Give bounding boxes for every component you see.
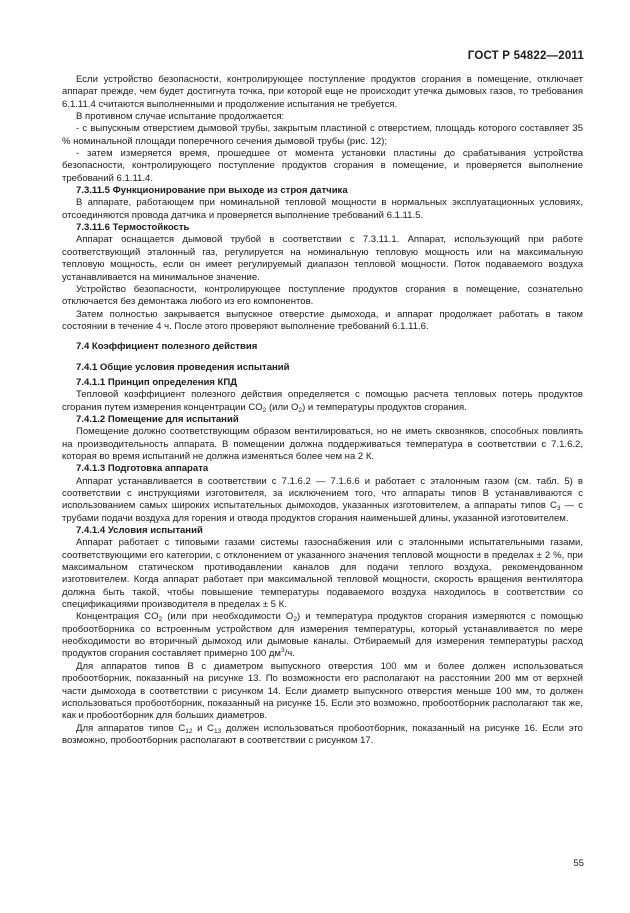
subscript: 13 — [213, 727, 222, 735]
text-run: (или O — [266, 401, 299, 413]
text-run: Аппарат устанавливается в соответствии с 7.1.6.2 — 7.1.6.6 и работает с эталонным газом (см. табл. 5) в соответствии с инструкциями изготовителя, за исключением того, что аппараты типов B устанавливаются с использованием самых широких испытательных дымоходов, указанных изготовителем, а аппараты типов C — [62, 475, 583, 512]
paragraph: - с выпускным отверстием дымовой трубы, закрытым пластиной с отверстием, площадь которого составляет 35 % номинальной площади поперечного сечения дымовой трубы (рис. 12); — [62, 123, 583, 147]
superscript: 3 — [281, 647, 285, 655]
text-run: — с трубами подачи воздуха для горения и отвода продуктов сгорания наименьшей длины, указанной изготовителем. — [62, 500, 583, 524]
paragraph — [62, 389, 583, 414]
section-heading-7-4-1-3: 7.4.1.3 Подготовка аппарата — [76, 463, 209, 475]
section-heading-7-4-1-1: 7.4.1.1 Принцип определения КПД — [76, 376, 238, 388]
section-heading-7-4-1-2: 7.4.1.2 Помещение для испытаний — [76, 413, 239, 425]
text-run: Концентрация CO — [76, 611, 159, 623]
paragraph — [62, 723, 583, 748]
paragraph: Аппарат оснащается дымовой трубой в соответствии с 7.3.11.1. Аппарат, использующий при работе соответствующий эталонный газ, регулируется на номинальную тепловую мощность или на максимальную тепловую мощность, если он имеет регулируемый диапазон тепловой мощности. Поток подаваемого воздуха устанавливается на минимальное значение. — [62, 234, 583, 283]
text-run: ) и температура продуктов сгорания измеряются с помощью пробоотборника со встроенным устройством для измерения температуры, который устанавливается по мере необходимости во вторичный дымоход или дымовые каналы. Отбираемый для измерения температуры расход продуктов сгорания составляет примерно 100 дм — [62, 611, 584, 660]
subscript: 2 — [298, 406, 303, 414]
text-run: должен использоваться пробоотборник, показанный на рисунке 16. Если это возможно, пробоотборник располагают в соответствии с рисунком 17. — [62, 722, 583, 746]
text-run: Тепловой коэффициент полезного действия определяется с помощью расчета тепловых потерь продуктов сгорания путем измерения концентрации CO — [62, 389, 583, 413]
section-heading-7-4-1-4: 7.4.1.4 Условия испытаний — [76, 525, 203, 537]
section-heading-7-4-1: 7.4.1 Общие условия проведения испытаний — [76, 361, 290, 373]
text-run: Для аппаратов типов C — [76, 722, 186, 734]
paragraph: Затем полностью закрывается выпускное отверстие дымохода, и аппарат продолжает работать в таком состоянии в течение 4 ч. После этого проверяют выполнение требований 6.1.11.6. — [62, 308, 583, 332]
section-heading-7-4: 7.4 Коэффициент полезного действия — [76, 341, 258, 353]
subscript: 3 — [556, 505, 561, 513]
paragraph — [62, 476, 583, 525]
subscript: 2 — [158, 616, 163, 624]
paragraph: Устройство безопасности, контролирующее поступление продуктов сгорания в помещение, сознательно отключается без демонтажа любого из его компонентов. — [62, 283, 583, 308]
subscript: 2 — [262, 406, 267, 414]
paragraph: Для аппаратов типов B с диаметром выпускного отверстия 100 мм и более должен использоваться пробоотборник, показанный на рисунке 13. По возможности его располагают на расстоянии 200 мм от верхней части дымохода в соответствии с рисунком 14. Если диаметр выпускного отверстия меньше 100 мм, то должен использоваться пробоотборник, показанный на рисунке 15. Если это возможно, пробоотборник располагают так же, как и пробоотборник для больших диаметров. — [62, 660, 583, 722]
paragraph — [62, 611, 583, 660]
document-header: ГОСТ Р 54822—2011 — [467, 50, 584, 62]
text-run: и C — [192, 722, 214, 734]
page-number: 55 — [573, 858, 584, 869]
section-heading-7-3-11-6: 7.3.11.6 Термостойкость — [76, 222, 190, 234]
paragraph: - затем измеряется время, прошедшее от момента установки пластины до срабатывания устройства безопасности, контролирующего поступление продуктов сгорания в помещение, и проверяется выполнение требований 6.1.11.4. — [62, 148, 583, 184]
text-run: /ч. — [284, 648, 295, 660]
page-content — [62, 74, 583, 747]
paragraph: Помещение должно соответствующим образом вентилироваться, но не иметь сквозняков, способных повлиять на производительность аппарата. В помещении должна поддерживаться температура в соответствии с 7.1.6.2, которая во время испытаний не должна изменяться более чем на 2 К. — [62, 426, 583, 462]
subscript: 12 — [185, 727, 193, 735]
text-run: (или при необходимости O — [162, 611, 294, 623]
paragraph: В противном случае испытание продолжается: — [76, 111, 285, 123]
paragraph: В аппарате, работающем при номинальной тепловой мощности в нормальных эксплуатационных условиях, отсоединяются провода датчика и проверяется выполнение требований 6.1.11.5. — [62, 197, 583, 221]
subscript: 2 — [293, 616, 297, 624]
section-heading-7-3-11-5: 7.3.11.5 Функционирование при выходе из строя датчика — [76, 185, 348, 197]
paragraph: Аппарат работает с типовыми газами системы газоснабжения или с эталонными испытательными газами, соответствующими его категории, с отклонением от указанного значения тепловой мощности в пределах ± 2 %, при максимальном статическом противодавлении каналов для подачи теплого воздуха, рекомендованном изготовителем. Когда аппарат работает при максимальной тепловой мощности, скорость вращения вентилятора должна быть такой, чтобы повышение температуры подаваемого воздуха находилось в соответствии со спецификациями производителя в пределах ± 5 К. — [62, 537, 583, 611]
paragraph: Если устройство безопасности, контролирующее поступление продуктов сгорания в помещение, отключает аппарат прежде, чем будет достигнута точка, при которой еще не происходит утечка дымовых газов, то требования 6.1.11.4 считаются выполненными и продолжение испытания не требуется. — [62, 74, 583, 110]
text-run: ) и температуры продуктов сгорания. — [302, 401, 467, 413]
